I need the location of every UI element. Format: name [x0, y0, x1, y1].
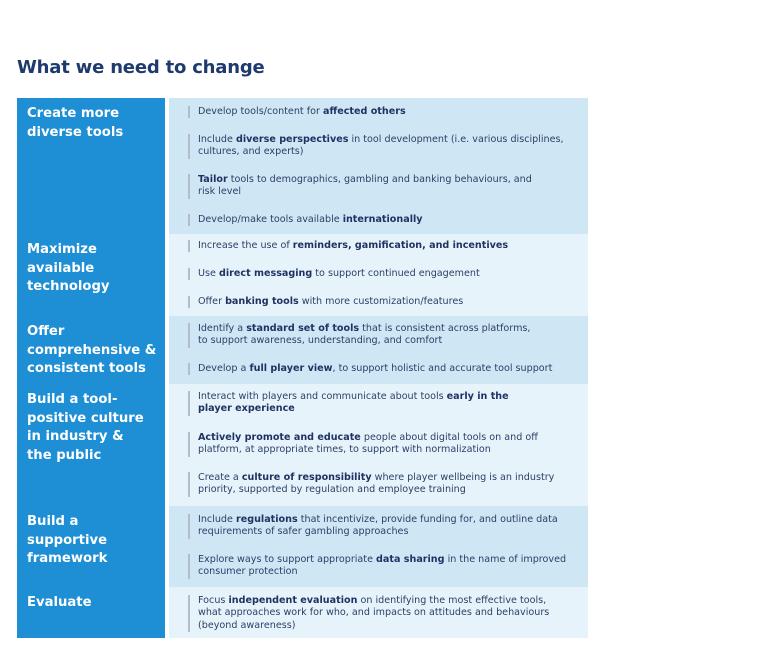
action-item: Develop tools/content for affected others	[188, 106, 578, 118]
recommendation-row	[17, 506, 588, 587]
category-label: Create more diverse tools	[17, 98, 165, 234]
action-item: Include diverse perspectives in tool development (i.e. various disciplines, cultures, and experts)	[188, 134, 578, 159]
action-item: Develop/make tools available internationally	[188, 214, 578, 226]
action-item: Include regulations that incentivize, provide funding for, and outline data requirements of safer gambling approaches	[188, 514, 578, 539]
category-label: Build a tool- positive culture in industry & the public	[17, 384, 165, 506]
category-label: Maximize available technology	[17, 234, 165, 316]
action-item: Tailor tools to demographics, gambling and banking behaviours, and risk level	[188, 174, 578, 199]
action-item: Interact with players and communicate about tools early in the player experience	[188, 391, 578, 416]
action-item: Increase the use of reminders, gamification, and incentives	[188, 240, 578, 252]
category-label: Evaluate	[17, 587, 165, 638]
recommendation-row	[17, 384, 588, 506]
category-label: Build a supportive framework	[17, 506, 165, 587]
action-item: Develop a full player view, to support holistic and accurate tool support	[188, 363, 578, 375]
category-label: Offer comprehensive & consistent tools	[17, 316, 165, 384]
action-item: Offer banking tools with more customization/features	[188, 296, 578, 308]
recommendation-row	[17, 316, 588, 384]
recommendations-table	[17, 98, 588, 638]
action-item: Create a culture of responsibility where player wellbeing is an industry priority, supported by regulation and employee training	[188, 472, 578, 497]
action-item: Focus independent evaluation on identifying the most effective tools, what approaches work for who, and impacts on attitudes and behaviours (beyond awareness)	[188, 595, 578, 632]
action-item: Identify a standard set of tools that is consistent across platforms, to support awareness, understanding, and comfort	[188, 323, 578, 348]
recommendation-row	[17, 234, 588, 316]
action-item: Use direct messaging to support continued engagement	[188, 268, 578, 280]
recommendation-row	[17, 587, 588, 638]
page-title: What we need to change	[17, 57, 265, 78]
action-item: Actively promote and educate people about digital tools on and off platform, at appropriate times, to support with normalization	[188, 432, 578, 457]
action-item: Explore ways to support appropriate data sharing in the name of improved consumer protection	[188, 554, 578, 579]
recommendation-row	[17, 98, 588, 234]
